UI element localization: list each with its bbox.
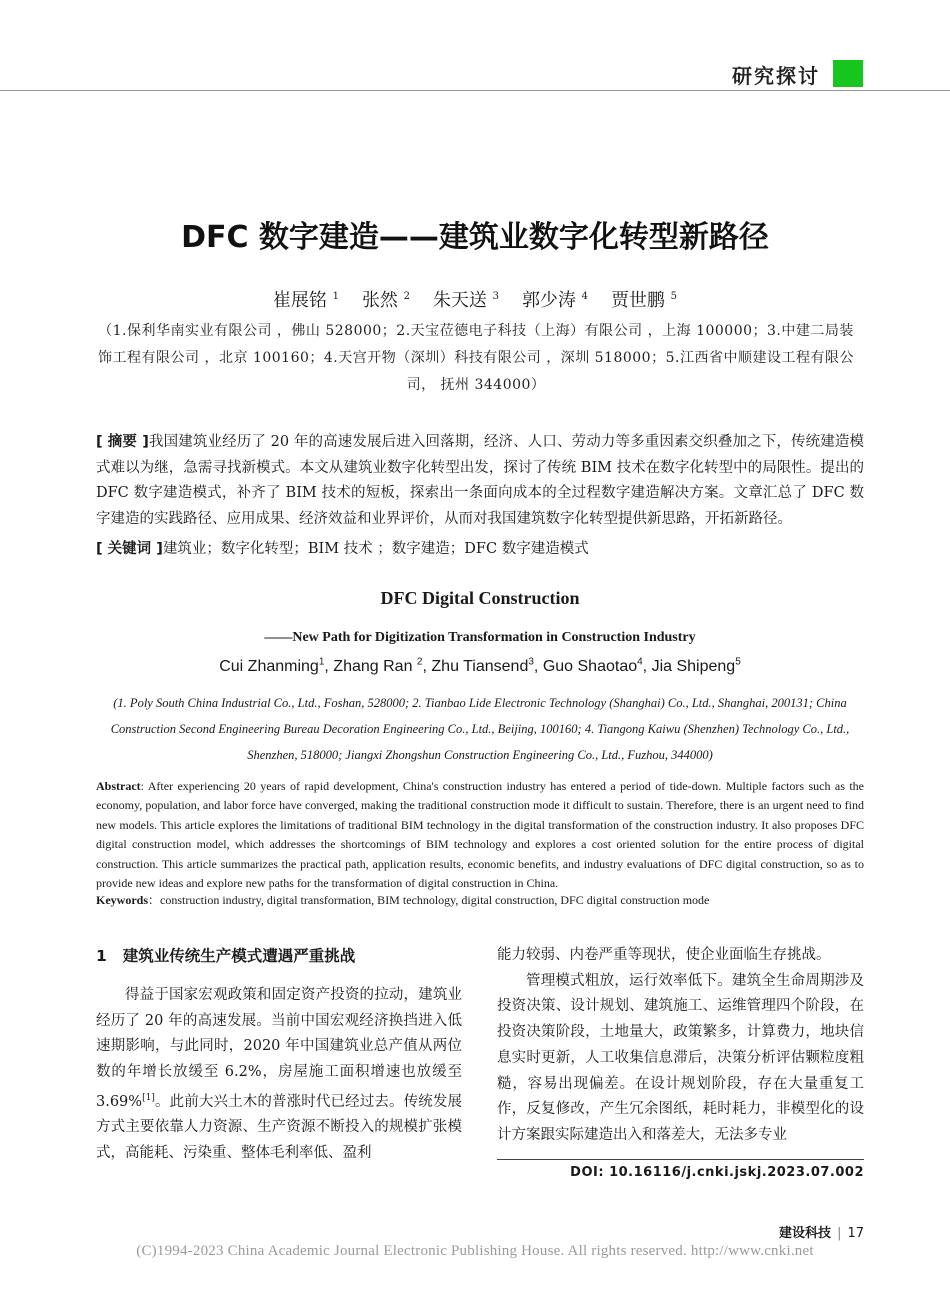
keywords-en-label: Keywords (96, 893, 148, 907)
paper-title: DFC 数字建造——建筑业数字化转型新路径 (181, 220, 769, 255)
section-tag: 研究探讨 (732, 64, 820, 88)
abstract-cn (96, 430, 864, 532)
author-en: Cui Zhanming$^1$, (219, 657, 329, 676)
english-subtitle: ——New Path for Digitization Transformation in Construction Industry (264, 630, 696, 645)
footer-separator: | (837, 1226, 842, 1241)
body-paragraph: 得益于国家宏观政策和固定资产投资的拉动，建筑业经历了 20 年的高速发展。当前中国宏观经济换挡进入低速期影响，与此同时，2020 年中国建筑业总产值从两位数的年增长放缓至 6.2%，房屋施工面积增速也放缓至 3.69%[1]。此前大兴土木的普涨时代已经过去。传统发展方式主要依靠人力资源、生产资源不断投入的规模扩张模式，高能耗、污染重、整体毛利率低、盈利 (96, 987, 462, 1162)
authors-cn (0, 286, 950, 312)
abstract-en (96, 777, 864, 893)
author-en: Jia Shipeng$^5$ (651, 657, 741, 676)
citation-ref: [1] (142, 1092, 155, 1103)
journal-name: 建设科技 (779, 1226, 832, 1241)
author-cn: 郭少涛 $^4$ (521, 290, 589, 311)
abstract-en-label: Abstract (96, 779, 141, 793)
abstract-cn-text: 我国建筑业经历了 20 年的高速发展后进入回落期，经济、人口、劳动力等多重因素交织叠加之下，传统建造模式难以为继，急需寻找新模式。本文从建筑业数字化转型出发，探讨了传统 BIM 技术在数字化转型中的局限性。提出的 DFC 数字建造模式，补齐了 BIM 技术的短板，探索出一条面向成本的全过程数字建造解决方案。文章汇总了 DFC 数字建造的实践路径、应用成果、经济效益和业界评价，从而对我国建筑数字化转型提供新思路，开拓新路径。 (96, 434, 864, 527)
copyright-watermark: (C)1994-2023 China Academic Journal Electronic Publishing House. All rights reserved. http://www.cnki.net (136, 1243, 814, 1259)
keywords-cn (96, 537, 864, 562)
author-cn: 贾世鹏 $^5$ (610, 290, 678, 311)
author-cn: 朱天送 $^3$ (432, 290, 500, 311)
keywords-cn-text: 建筑业；数字化转型；BIM 技术 ；数字建造；DFC 数字建造模式 (162, 541, 589, 557)
body-column-left (96, 983, 462, 1167)
body-column-right (497, 943, 864, 1149)
english-title: DFC Digital Construction (380, 588, 580, 608)
keywords-en-text: ：construction industry, digital transformation, BIM technology, digital construction, DFC digital construction mode (148, 893, 710, 907)
affiliations-en: (1. Poly South China Industrial Co., Ltd., Foshan, 528000; 2. Tianbao Lide Electronic Technology (Shanghai) Co., Ltd., Shanghai, 200131; China Construction Second Engineering Bureau Decoration Engineering Co., Ltd., Beijing, 100160; 4. Tiangong Kaiwu (Shenzhen) Technology Co., Ltd., Shenzhen, 518000; Jiangxi Zhongshun Construction Engineering Co., Ltd., Fuzhou, 344000) (110, 696, 850, 762)
page-footer (779, 1222, 864, 1241)
section-number: 1 (96, 947, 107, 965)
author-cn: 张然 $^2$ (361, 290, 411, 311)
keywords-en (96, 890, 864, 910)
body-paragraph: 能力较弱、内卷严重等现状，使企业面临生存挑战。 (497, 947, 831, 963)
author-en: Guo Shaotao$^4$, (542, 657, 648, 676)
abstract-en-text: : After experiencing 20 years of rapid development, China's construction industry has entered a period of tide-down. Multiple factors such as the economy, population, and labor force have converged, making the traditional construction mode it difficult to sustain. Therefore, there is an urgent need to find new models. This article explores the limitations of traditional BIM technology in the digital transformation of the construction industry. It also proposes DFC digital construction model, which addresses the shortcomings of BIM technology and explores a cost oriented solution for the entire process of digital construction. This article summarizes the practical path, application results, economic benefits, and industry evaluations of DFC digital construction, so as to provide new ideas and explore new paths for the transformation of digital construction in China. (96, 779, 864, 891)
body-paragraph: 管理模式粗放，运行效率低下。建筑全生命周期涉及投资决策、设计规划、建筑施工、运维管理四个阶段，在投资决策阶段，土地量大，政策繁多，计算费力，地块信息实时更新，人工收集信息滞后，决策分析评估颗粒度粗糙，容易出现偏差。在设计规划阶段，存在大量重复工作，反复修改，产生冗余图纸，耗时耗力，非模型化的设计方案跟实际建造出入和落差大，无法多专业 (497, 972, 864, 1143)
section-title: 建筑业传统生产模式遭遇严重挑战 (122, 947, 356, 965)
page-number: 17 (847, 1226, 864, 1241)
section-heading (96, 944, 355, 966)
section-color-block (833, 60, 863, 87)
affiliations-cn: （1.保利华南实业有限公司 ，佛山 528000；2.天宝莅德电子科技（上海）有限公司 ，上海 100000；3.中建二局装饰工程有限公司 ，北京 100160；4.天宫开物（深圳）科技有限公司 ，深圳 518000；5.江西省中顺建设工程有限公司， 抚州 344000） (98, 323, 854, 393)
author-en: Zhang Ran $^2$, (333, 657, 427, 676)
doi-rule (497, 1159, 864, 1160)
header-rule (0, 90, 950, 91)
keywords-cn-label: [ 关键词 ] (96, 541, 163, 557)
author-en: Zhu Tiansend$^3$, (431, 657, 539, 676)
abstract-cn-label: [ 摘要 ] (96, 434, 149, 450)
doi: DOI: 10.16116/j.cnki.jskj.2023.07.002 (570, 1165, 864, 1180)
authors-en (0, 657, 950, 676)
author-cn: 崔展铭 $^1$ (272, 290, 340, 311)
